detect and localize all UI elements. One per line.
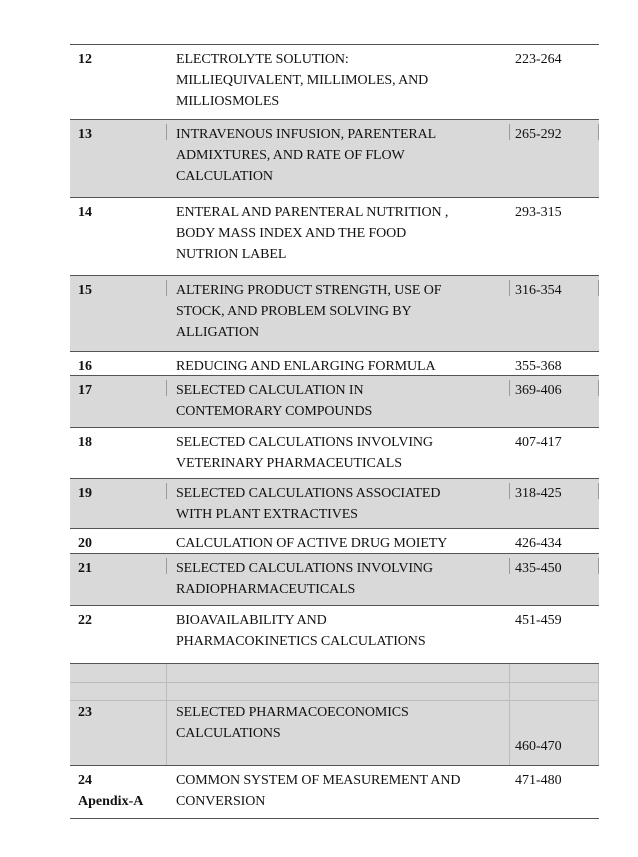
table-row (70, 275, 599, 351)
chapter-number: 24 Apendix-A (70, 766, 166, 819)
chapter-title: REDUCING AND ENLARGING FORMULA (176, 359, 436, 374)
table-bottom-rule (70, 818, 599, 819)
page-range: 318-425 (515, 486, 562, 501)
chapter-number: 19 (78, 486, 92, 501)
table-row (70, 351, 599, 375)
appendix-label: Apendix-A (78, 794, 144, 809)
chapter-number: 22 (78, 613, 92, 628)
chapter-number: 16 (78, 359, 92, 374)
table-row (70, 197, 599, 275)
table-row (70, 765, 599, 819)
table-row (70, 528, 599, 553)
page-range: 451-459 (515, 613, 562, 628)
chapter-title: SELECTED CALCULATIONS INVOLVING RADIOPHARMACEUTICALS (176, 561, 433, 597)
table-row (70, 605, 599, 663)
table-row (70, 119, 599, 197)
chapter-number: 17 (78, 383, 92, 398)
chapter-title: BIOAVAILABILITY AND PHARMACOKINETICS CALCULATIONS (176, 613, 426, 649)
chapter-number: 12 (78, 52, 92, 67)
chapter-number: 20 (78, 536, 92, 551)
page-range: 426-434 (515, 536, 562, 551)
chapter-title: SELECTED PHARMACOECONOMICS CALCULATIONS (176, 705, 409, 741)
chapter-title: ENTERAL AND PARENTERAL NUTRITION , BODY MASS INDEX AND THE FOOD NUTRION LABEL (176, 205, 449, 262)
chapter-title: SELECTED CALCULATION IN CONTEMORARY COMPOUNDS (176, 383, 373, 419)
chapter-number: 14 (78, 205, 92, 220)
table-of-contents (70, 44, 599, 819)
chapter-title: INTRAVENOUS INFUSION, PARENTERAL ADMIXTURES, AND RATE OF FLOW CALCULATION (176, 127, 437, 184)
chapter-title: ELECTROLYTE SOLUTION: MILLIEQUIVALENT, MILLIMOLES, AND MILLIOSMOLES (176, 52, 429, 109)
page-range: 355-368 (515, 359, 562, 374)
chapter-number: 23 (78, 705, 92, 720)
page-range: 435-450 (515, 561, 562, 576)
page-range: 407-417 (515, 435, 562, 450)
table-row (70, 478, 599, 528)
chapter-title: CALCULATION OF ACTIVE DRUG MOIETY (176, 536, 448, 551)
page-range: 293-315 (515, 205, 562, 220)
table-row (70, 553, 599, 605)
chapter-number: 13 (78, 127, 92, 142)
chapter-title: COMMON SYSTEM OF MEASUREMENT AND CONVERSION (176, 773, 461, 809)
chapter-number: 15 (78, 283, 92, 298)
page-range: 471-480 (515, 773, 562, 788)
chapter-title: SELECTED CALCULATIONS INVOLVING VETERINARY PHARMACEUTICALS (176, 435, 433, 471)
page-range: 223-264 (515, 52, 562, 67)
page-range: 265-292 (515, 127, 562, 142)
chapter-number: 21 (78, 561, 92, 576)
table-row (70, 44, 599, 119)
table-row (70, 427, 599, 478)
page-range: 460-470 (515, 739, 562, 754)
page-range: 316-354 (515, 283, 562, 298)
chapter-title: ALTERING PRODUCT STRENGTH, USE OF STOCK, AND PROBLEM SOLVING BY ALLIGATION (176, 283, 442, 340)
table-row (70, 375, 599, 427)
chapter-title: SELECTED CALCULATIONS ASSOCIATED WITH PLANT EXTRACTIVES (176, 486, 441, 522)
page-range: 369-406 (515, 383, 562, 398)
chapter-number: 18 (78, 435, 92, 450)
table-row (70, 663, 599, 765)
